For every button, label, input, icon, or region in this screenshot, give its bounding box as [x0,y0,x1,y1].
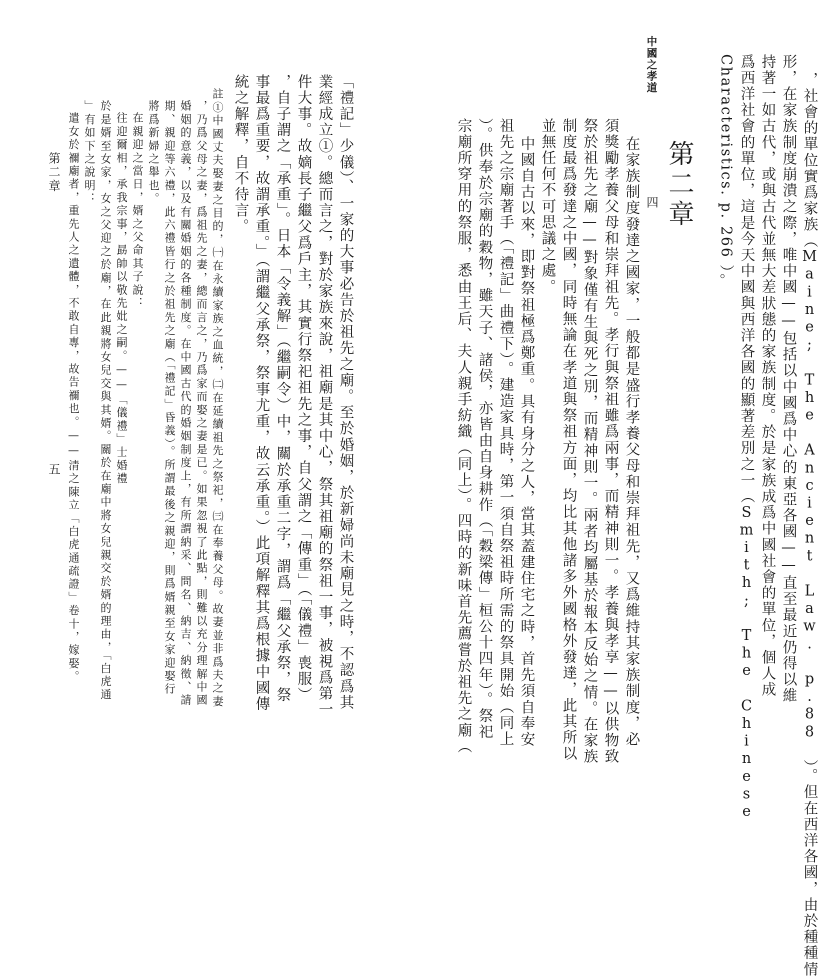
page-number: 五 [47,463,61,477]
running-head: 中國之孝道 [645,36,658,94]
body-column: 「禮記」少儀）、一家的大事必告於祖先之廟。至於婚姻，於新婦尚未廟見之時，不認爲其 [337,74,354,711]
body-column: 爲西洋社會的單位，這是今天中國與西洋各國的顯著差別之一（Smith; The Chinese [738,54,755,822]
body-column: 須獎勵孝養父母和崇拜祖先。孝行與祭祖雖爲兩事，而精神則一。孝養與孝享——以供物致 [602,118,619,765]
footnote-column: 婚姻的意義，以及有關婚姻的各種制度。在中國古代的婚姻制度上，有所謂納采、問名、納吉、納徵、請 [179,100,192,708]
footnote-column: 將爲新婦之舉也。 [147,100,160,206]
footnote-column: 遣女於禰廟者，重先人之遺體，不敢自專，故告禰也。——清之陳立「白虎通疏證」卷十，嫁娶。 [67,112,80,684]
body-column: 統之解釋，自不待言。 [232,74,249,235]
footnote-column: 」有如下之說明： [83,100,96,206]
footnote-column: 於是婿至女家，女之父迎之於廟，在此親將女兒交與其婿。關於在廟中將女兒親交於婿的理由，「白虎通 [99,100,112,702]
footnote-column: 往迎爾相，承我宗事，勗帥以敬先妣之嗣。——「儀禮」士婚禮 [115,112,128,486]
body-column: 業經成立①。總而言之，對於家族來說，祖廟是其中心，祭其祖廟的祭祖一事，被視爲第一 [316,74,333,718]
body-column: Characteristics. p. 266 ）。 [717,54,734,290]
chapter-footer: 第二章 [47,152,61,193]
body-column: 事最爲重要，故謂承重。」（謂繼父承祭，祭事尤重，故云承重。）此項解釋其爲根據中國傳 [253,74,270,713]
body-column: 在家族制度發達之國家，一般都是盛行孝養父母和崇拜祖先，又爲維持其家族制度，必 [623,136,640,748]
body-column: ，社會的單位實爲家族（Maine; The Ancient Law. p.88 ）。但在西洋各國，由於種種情 [801,72,818,978]
footnote-column: ，乃爲父母之妻，爲祖先之妻，總而言之，乃爲家而娶之妻是已。如果忽視了此點，則難以充分理解中國 [195,100,208,708]
body-column: 持著一如古代，或與古代並無大差狀態的家族制度。於是家族成爲中國社會的單位，個人成 [759,54,776,698]
body-column: 並無任何不可思議之處。 [539,118,556,296]
body-column: ，自子謂之「承重」。日本「令義解」（繼嗣令）中，關於承重二字，謂爲「繼父承祭，祭 [274,74,291,704]
footnote-column: 期、親迎等六禮，此六禮皆行之於祖先之廟（「禮記」昏義）。所謂最後之親迎，則爲婿親至女家迎娶行 [163,100,176,697]
body-column: 宗廟所穿用的祭服，悉由王后、夫人親手紡織（同上）。四時的新味首先薦嘗於祖先之廟（ [455,118,472,755]
left-page [0,0,420,718]
page-number: 四 [645,196,659,210]
footnote-column: 註①中國丈夫娶妻之目的，㈠在永續家族之血統，㈡在延續祖先之祭祀，㈢在奉養父母。故妻並非爲夫之妻 [211,88,224,709]
body-column: 件大事。故嫡長子繼父爲戶主，其實行祭祀祖先之事，自父謂之「傳重」（「儀禮」喪服） [295,74,312,704]
body-column: 中國自古以來，即對祭祖極爲鄭重。具有身分之人，當其蓋建住宅之時，首先須自奉安 [518,136,535,748]
body-column: 形，在家族制度崩潰之際，唯中國——包括以中國爲中心的東亞各國——直至最近仍得以維 [780,54,797,704]
body-column: 制度最爲發達之中國，同時無論在孝道與祭祖方面，均比其他諸多外國格外發達，此其所以 [560,118,577,762]
body-column: ）。供奉於宗廟的穀物，雖天子、諸侯，亦皆由自身耕作（「穀梁傳」桓公十四年）。祭祀 [476,118,493,741]
footnote-column: 在親迎之當日，婿之父命其子說： [131,112,144,310]
body-column: 祭於祖先之廟——對象僅有生與死之別，而精神則一。兩者均屬基於報本反始之情。在家族 [581,118,598,765]
right-page [420,0,839,978]
chapter-title: 第二章 [664,140,694,230]
body-column: 祖先之宗廟著手（「禮記」曲禮下）。建造家具時，第一須自祭祖時所需的祭具開始（同上 [497,118,514,748]
